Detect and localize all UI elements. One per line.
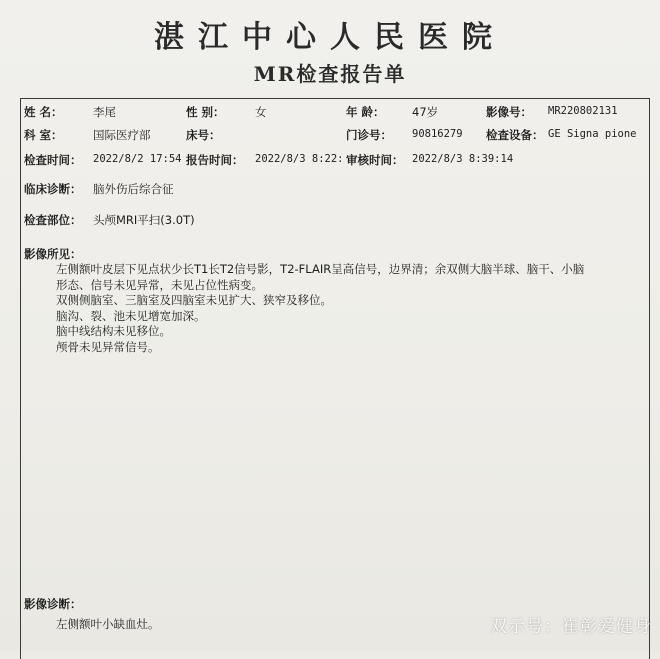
report-time-label: 报告时间： <box>186 153 244 167</box>
findings-line: 脑中线结构未见移位。 <box>56 324 171 338</box>
hospital-name: 湛江中心人民医院 <box>154 20 506 55</box>
name-label: 姓 名： <box>24 105 63 119</box>
bed-label: 床号： <box>186 128 221 142</box>
clinical-diagnosis: 脑外伤后综合征 <box>93 182 174 196</box>
exam-part: 头颅MRI平扫(3.0T) <box>93 213 195 227</box>
sex-label: 性 别： <box>186 105 225 119</box>
exam-part-label: 检查部位： <box>24 213 82 227</box>
review-time-label: 审核时间： <box>346 153 404 167</box>
patient-age: 47岁 <box>412 105 439 119</box>
clinical-diagnosis-label: 临床诊断： <box>24 182 82 196</box>
device-label: 检查设备： <box>486 128 544 142</box>
findings-label: 影像所见： <box>24 247 82 261</box>
patient-dept: 国际医疗部 <box>93 128 151 142</box>
impression-text: 左侧额叶小缺血灶。 <box>56 617 160 631</box>
patient-name: 李尾 <box>93 105 116 119</box>
exam-time: 2022/8/2 17:54 <box>93 153 182 165</box>
impression-label: 影像诊断： <box>24 597 82 611</box>
findings-line: 脑沟、裂、池未见增宽加深。 <box>56 308 206 323</box>
findings-line: 形态、信号未见异常，未见占位性病变。 <box>56 277 263 292</box>
findings-text <box>56 262 646 355</box>
review-time: 2022/8/3 8:39:14 <box>412 153 514 165</box>
findings-line: 左侧额叶皮层下见点状少长T1长T2信号影，T2-FLAIR呈高信号，边界清；余双侧大脑半球、脑干、小脑 <box>56 262 585 276</box>
clinic-no-label: 门诊号： <box>346 128 392 142</box>
dept-label: 科 室： <box>24 128 63 142</box>
clinic-no: 90816279 <box>412 128 463 140</box>
image-no: MR220802131 <box>548 105 618 117</box>
age-label: 年 龄： <box>346 105 385 119</box>
patient-sex: 女 <box>255 105 267 119</box>
findings-line: 双侧侧脑室、三脑室及四脑室未见扩大、狭窄及移位。 <box>56 293 332 307</box>
device-name: GE Signa pione <box>548 128 637 140</box>
report-title: MR检查报告单 <box>253 62 407 86</box>
image-no-label: 影像号： <box>486 105 532 119</box>
report-time: 2022/8/3 8:22: <box>255 153 344 165</box>
watermark: 双示号：崔彰爱健身 <box>490 617 652 637</box>
exam-time-label: 检查时间： <box>24 153 82 167</box>
findings-line: 颅骨未见异常信号。 <box>56 339 160 354</box>
